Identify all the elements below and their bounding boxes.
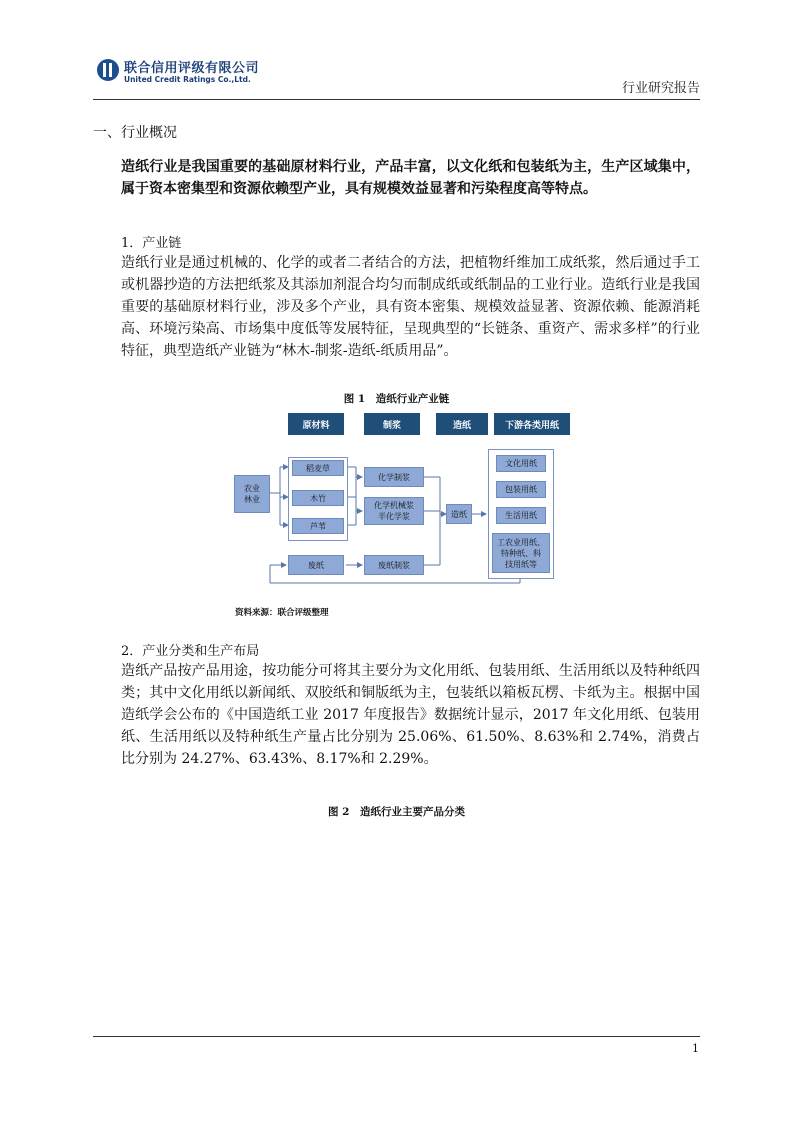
chain-title: 1．产业链	[121, 236, 182, 251]
diagram-header-paper: 造纸	[436, 413, 488, 435]
diagram-source-box: 农业 林业	[234, 475, 270, 513]
classification-title: 2．产业分类和生产布局	[121, 644, 260, 659]
diagram-waste-paper: 废纸	[288, 555, 344, 575]
diagram-header-pulping: 制浆	[364, 413, 420, 435]
footer-divider	[93, 1036, 700, 1037]
figure1-caption: 图 1 造纸行业产业链	[343, 393, 450, 405]
company-name-en: United Credit Ratings Co.,Ltd.	[124, 75, 251, 84]
section-title: 一、行业概况	[93, 125, 177, 141]
diagram-chemical-pulping: 化学制浆	[364, 467, 424, 487]
diagram-product-household: 生活用纸	[496, 507, 546, 524]
diagram-material-wood: 木竹	[292, 490, 344, 506]
industry-chain-diagram	[230, 405, 582, 585]
diagram-waste-pulping: 废纸制浆	[364, 555, 424, 575]
section-summary: 造纸行业是我国重要的基础原材料行业，产品丰富，以文化纸和包装纸为主，生产区域集中，属于资本密集型和资源依赖型产业，具有规模效益显著和污染程度高等特点。	[121, 159, 700, 197]
report-type: 行业研究报告	[621, 81, 700, 96]
diagram-material-reed: 芦苇	[292, 518, 344, 534]
figure1-source: 资料来源：联合评级整理	[235, 608, 329, 618]
diagram-product-special: 工农业用纸、 特种纸、科 技用纸等	[492, 533, 550, 573]
diagram-papermaking: 造纸	[446, 504, 472, 524]
diagram-material-straw: 稻麦草	[292, 460, 344, 476]
classification-body: 造纸产品按产品用途，按功能分可将其主要分为文化用纸、包装用纸、生活用纸以及特种纸四类；其中文化用纸以新闻纸、双胶纸和铜版纸为主，包装纸以箱板瓦楞、卡纸为主。根据中国造纸学会公布的《中国造纸工业 2017 年度报告》数据统计显示，2017 年文化用纸、包装用纸、生活用纸以及特种纸生产量占比分别为 25.06%、61.50%、8.63%和 2.74%，消费占比分别为 24.27%、63.43%、8.17%和 2.29%。	[121, 663, 700, 767]
company-logo-icon	[97, 59, 119, 81]
page-number: 1	[692, 1042, 699, 1055]
chain-body: 造纸行业是通过机械的、化学的或者二者结合的方法，把植物纤维加工成纸浆，然后通过手工或机器抄造的方法把纸浆及其添加剂混合均匀而制成纸或纸制品的工业行业。造纸行业是我国重要的基础原材料行业，涉及多个产业，具有资本密集、规模效益显著、资源依赖、能源消耗高、环境污染高、市场集中度低等发展特征，呈现典型的“长链条、重资产、需求多样”的行业特征，典型造纸产业链为“林木-制浆-造纸-纸质用品”。	[121, 255, 700, 359]
diagram-header-materials: 原材料	[288, 413, 344, 435]
diagram-product-packaging: 包装用纸	[496, 481, 546, 498]
diagram-header-downstream: 下游各类用纸	[494, 413, 570, 435]
diagram-product-culture: 文化用纸	[496, 455, 546, 472]
header-divider	[93, 99, 700, 100]
figure2-caption: 图 2 造纸行业主要产品分类	[328, 806, 465, 818]
diagram-mechanical-pulping: 化学机械浆 半化学浆	[364, 497, 424, 525]
company-name-cn: 联合信用评级有限公司	[124, 61, 260, 76]
